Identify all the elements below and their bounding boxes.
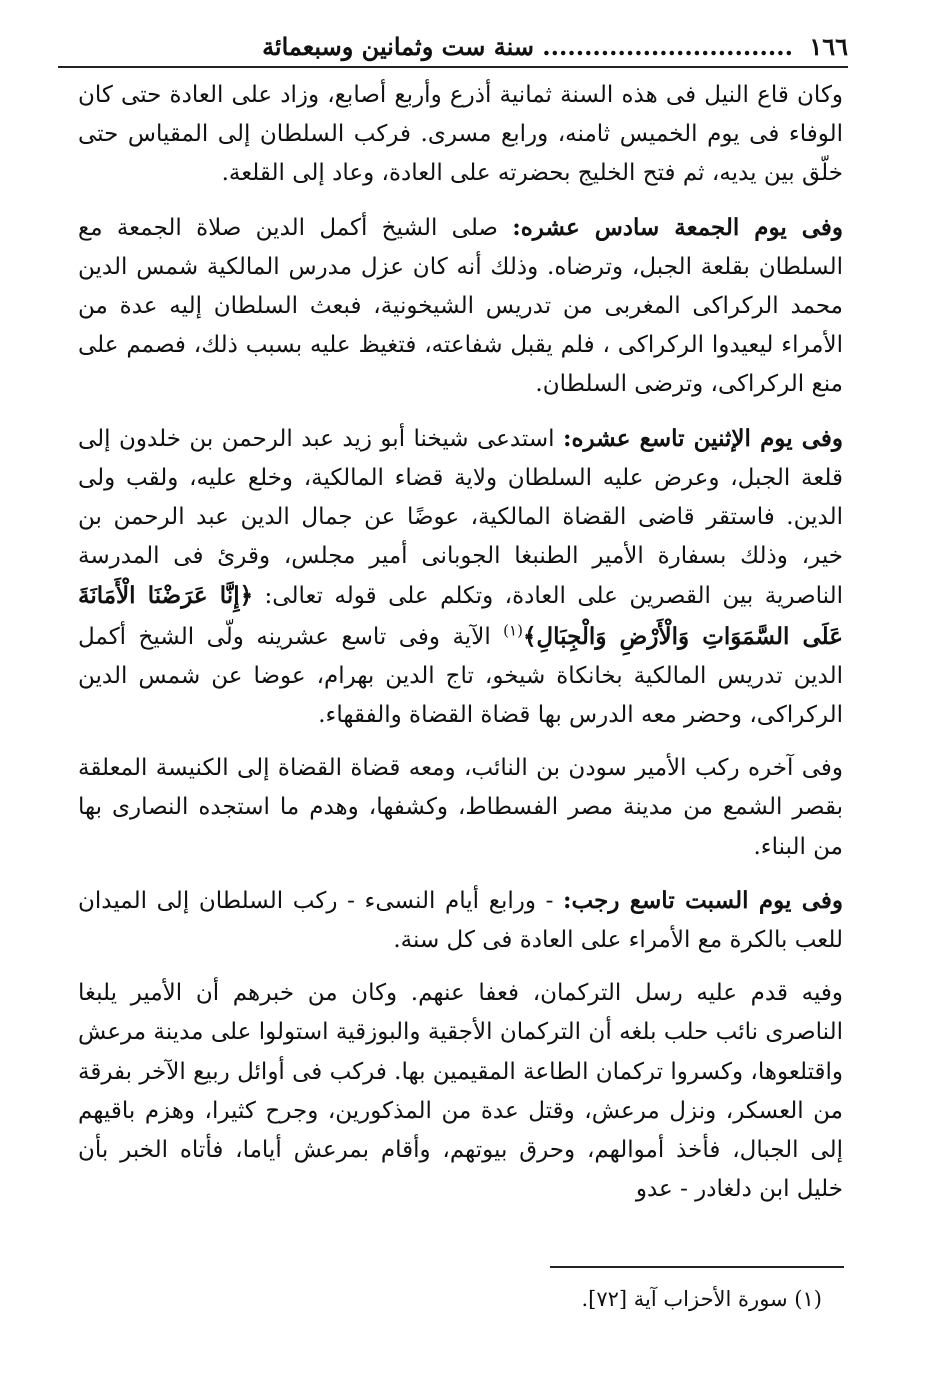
quran-verse: ﴿إِنَّا عَرَضْنَا الْأَمَانَةَ عَلَى السَّمَوَاتِ وَالْأَرْضِ وَالْجِبَالِ﴾ — [78, 582, 843, 650]
paragraph-monday — [78, 419, 843, 736]
paragraph-text: صلى الشيخ أكمل الدين صلاة الجمعة مع السلطان بقلعة الجبل، وترضاه. وذلك أنه كان عزل مدرس المالكية شمس الدين محمد الركراكى المغربى من تدريس الشيخونية، فبعث السلطان إليه عدة من الأمراء ليعيدوا الركراكى ، فلم يقبل شفاعته، فتغيظ عليه بسبب ذلك، فصمم على منع الركراكى، وترضى السلطان. — [78, 214, 843, 398]
paragraph-text: وفى آخره ركب الأمير سودن بن النائب، ومعه قضاة القضاة إلى الكنيسة المعلقة بقصر الشمع من مدينة مصر الفسطاط، وكشفها، وهدم ما استجده النصارى بها من البناء. — [78, 755, 843, 860]
paragraph-church — [78, 749, 843, 867]
header-dots: .............................. — [542, 32, 793, 61]
paragraph-text-continued: الآية وفى تاسع عشرينه ولّى الشيخ أكمل الدين تدريس المالكية بخانكاة شيخو، تاج الدين بهرام، عوضا عن شمس الدين الركراكى، وحضر معه الدرس بها قضاة القضاة والفقهاء. — [78, 623, 843, 729]
paragraph-lead: وفى يوم الإثنين تاسع عشره: — [562, 424, 843, 452]
paragraph-text: وكان قاع النيل فى هذه السنة ثمانية أذرع وأربع أصابع، وزاد على العادة حتى كان الوفاء فى يوم الخميس ثامنه، ورابع مسرى. فركب السلطان إلى المقياس حتى خلّق بين يديه، ثم فتح الخليج بحضرته على العادة، وعاد إلى القلعة. — [78, 82, 843, 187]
page-number: ١٦٦ — [809, 32, 848, 61]
paragraph-lead: وفى يوم السبت تاسع رجب: — [563, 886, 843, 914]
running-header — [58, 30, 848, 68]
footnote: (١) سورة الأحزاب آية [٧٢]. — [581, 1287, 822, 1311]
paragraph-saturday — [78, 881, 843, 960]
body-text — [78, 76, 843, 1209]
header-title: سنة ست وثمانين وسبعمائة — [262, 32, 534, 61]
paragraph-text: استدعى شيخنا أبو زيد عبد الرحمن بن خلدون إلى قلعة الجبل، وعرض عليه السلطان ولاية قضاء المالكية، وخلع عليه، ولقب ولى الدين. فاستقر قاضى القضاة المالكية، عوضًا عن جمال الدين عبد الرحمن بن خير، وذلك بسفارة الأمير الطنبغا الجوبانى أمير مجلس، وقرئ فى المدرسة الناصرية بين القصرين على العادة، وتكلم على قوله تعالى: — [78, 425, 843, 610]
footnote-divider — [550, 1266, 844, 1268]
paragraph-turkmen — [78, 974, 843, 1209]
paragraph-nile — [78, 76, 843, 194]
footnote-reference: (١) — [503, 620, 523, 639]
paragraph-text: - ورابع أيام النسىء - ركب السلطان إلى الميدان للعب بالكرة مع الأمراء على العادة فى كل سنة. — [78, 887, 843, 954]
paragraph-lead: وفى يوم الجمعة سادس عشره: — [512, 213, 843, 241]
paragraph-friday — [78, 208, 843, 405]
paragraph-text: وفيه قدم عليه رسل التركمان، فعفا عنهم. وكان من خبرهم أن الأمير يلبغا الناصرى نائب حلب بلغه أن التركمان الأجقية والبوزقية استولوا على مدينة مرعش واقتلعوها، وكسروا تركمان الطاعة المقيمين بها. فركب فى أوائل ربيع الآخر بفرقة من العسكر، ونزل مرعش، وقتل عدة من المذكورين، وجرح كثيرا، وهزم باقيهم إلى الجبال، فأخذ أموالهم، وحرق بيوتهم، وأقام بمرعش أياما، فأتاه الخبر بأن خليل ابن دلغادر - عدو — [78, 980, 843, 1203]
